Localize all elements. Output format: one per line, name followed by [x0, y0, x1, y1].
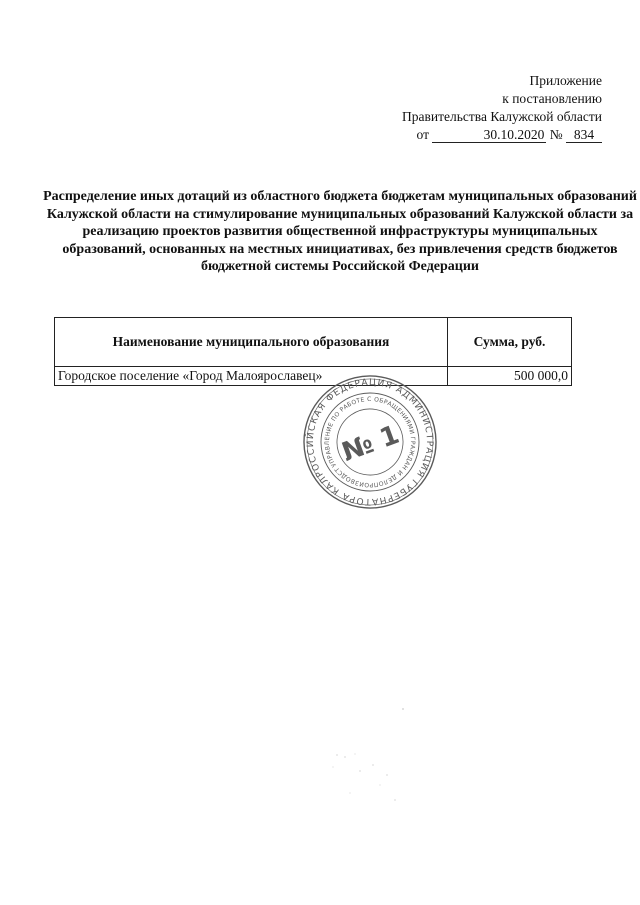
appendix-decree-label: к постановлению [502, 91, 602, 106]
official-seal-stamp [300, 372, 440, 512]
decree-number: 834 [566, 127, 602, 143]
from-label: от [416, 127, 429, 142]
seal-outer-text: РОССИЙСКАЯ ФЕДЕРАЦИЯ АДМИНИСТРАЦИЯ ГУБЕРНАТОРА КАЛУЖСКОЙ [305, 377, 435, 507]
seal-inner-text: УПРАВЛЕНИЕ ПО РАБОТЕ С ОБРАЩЕНИЯМИ ГРАЖДАН И ДЕЛОПРОИЗВОДСТВУ [323, 395, 417, 489]
appendix-header [402, 72, 602, 144]
decree-date: 30.10.2020 [432, 127, 546, 143]
column-header-amount: Сумма, руб. [448, 318, 572, 367]
appendix-label: Приложение [529, 73, 602, 88]
scan-noise-specks [325, 705, 425, 825]
amount-cell: 500 000,0 [448, 367, 572, 386]
decree-reference [402, 126, 602, 144]
document-title: Распределение иных дотаций из областного бюджета бюджетам муниципальных образований Калужской области на стимулирование муниципальных образований Калужской области за реализацию проектов развития общественной инфраструктуры муниципальных образований, основанных на местных инициативах, без привлечения средств бюджетов бюджетной системы Российской Федерации [43, 189, 637, 274]
seal-center-number: № 1 [338, 419, 404, 468]
table-header-row [55, 318, 572, 367]
column-header-municipality: Наименование муниципального образования [55, 318, 448, 367]
appendix-government-label: Правительства Калужской области [401, 109, 602, 124]
number-label: № [549, 127, 563, 142]
municipality-name-cell: Городское поселение «Город Малоярославец» [55, 367, 448, 386]
